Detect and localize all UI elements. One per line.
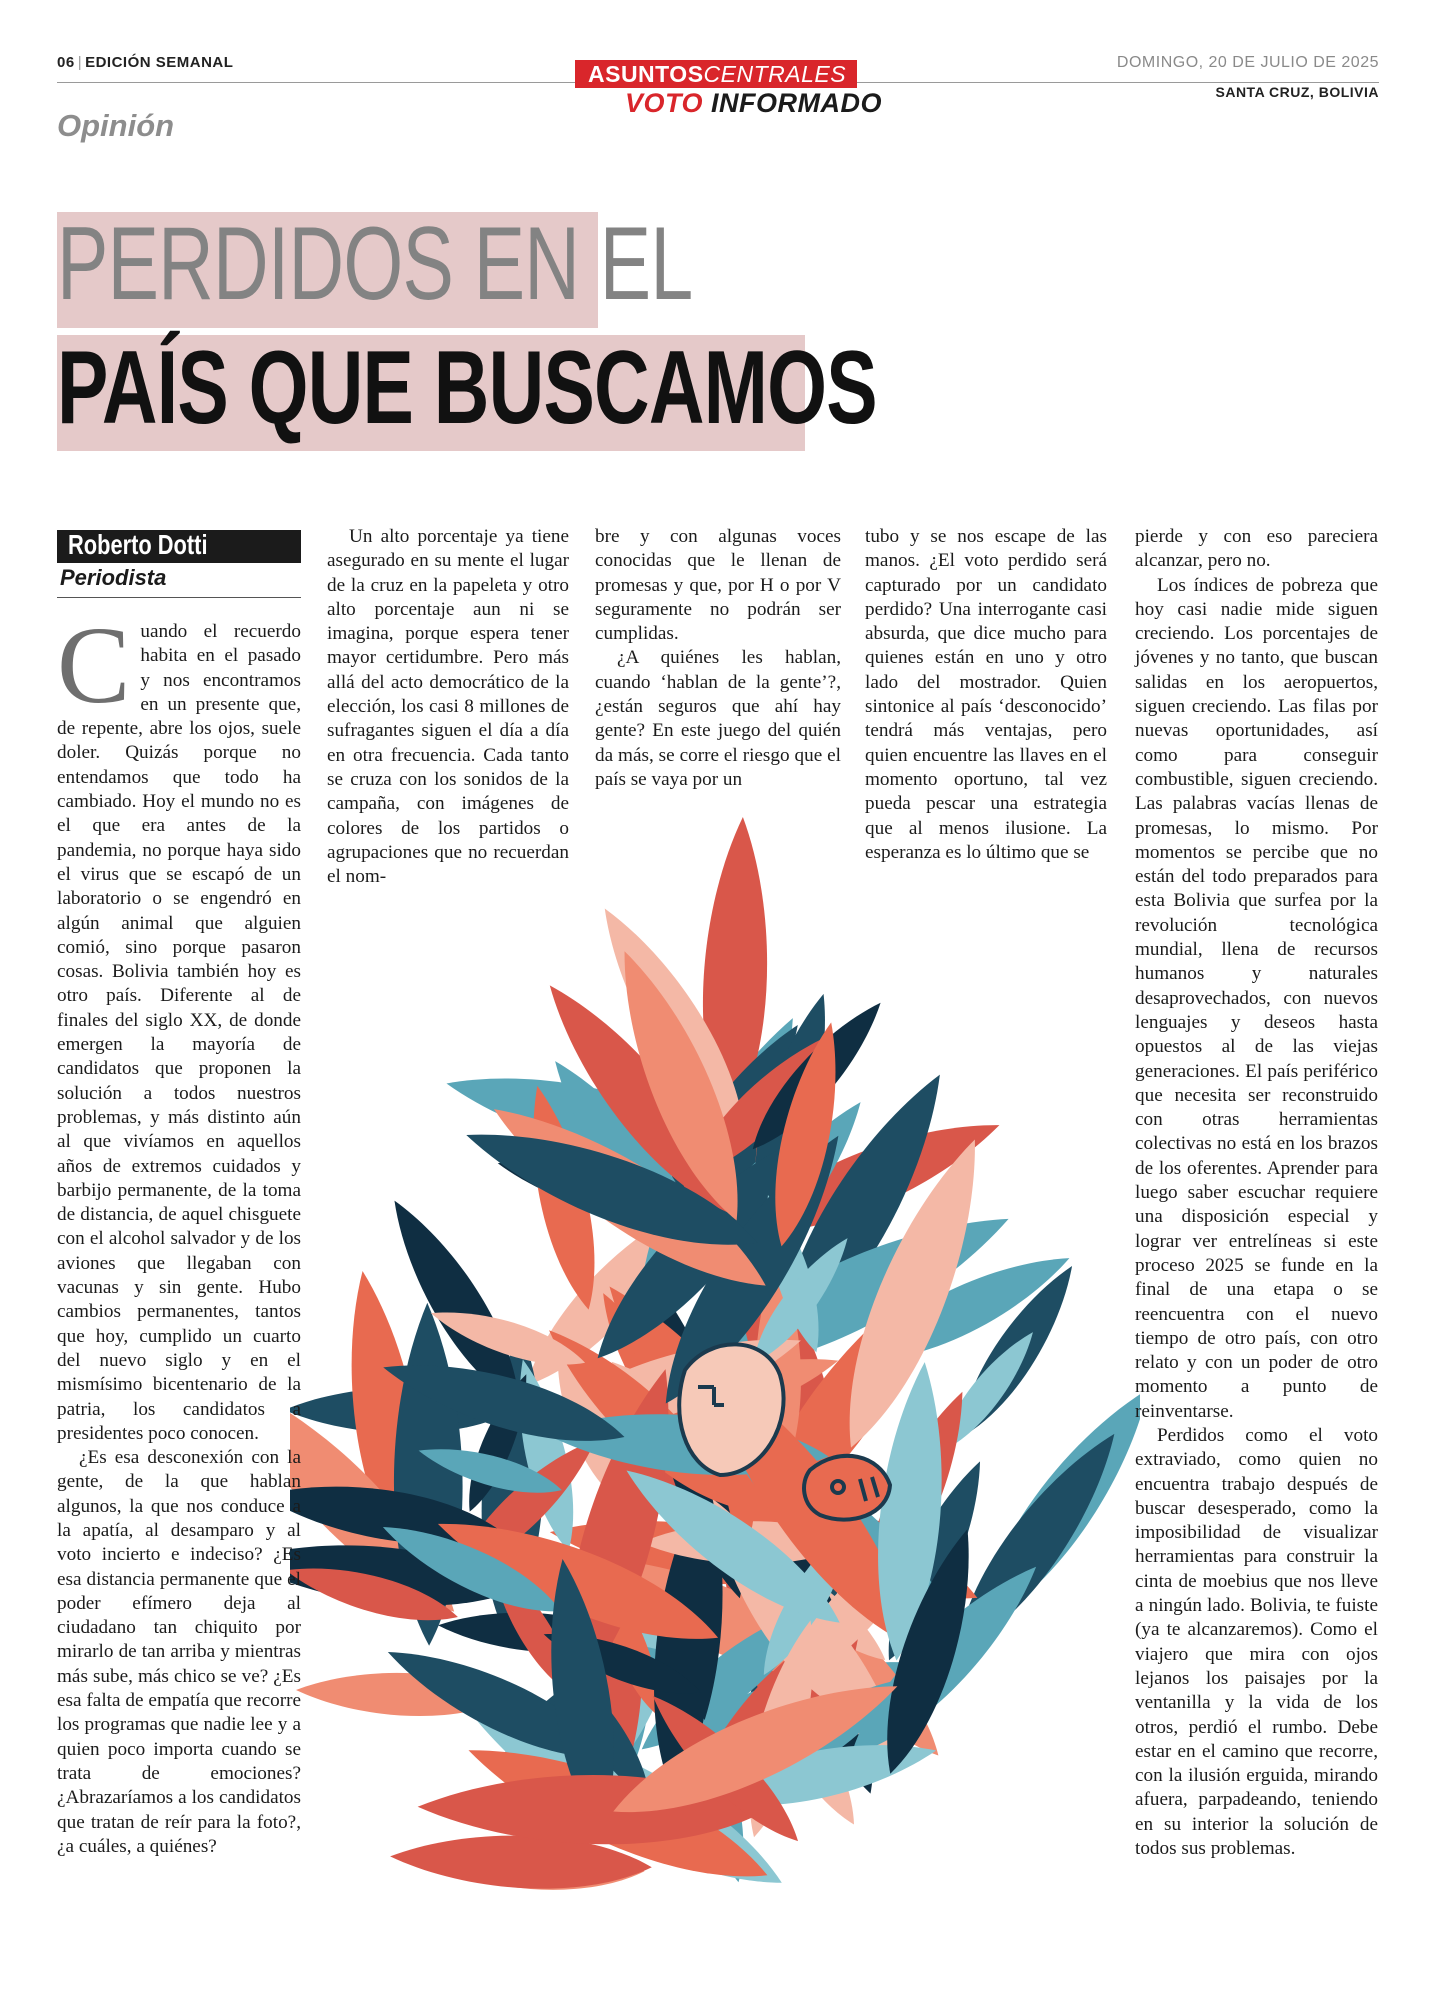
brand-subtitle (625, 88, 882, 119)
folio: 06 | EDICIÓN SEMANAL (57, 54, 234, 71)
paragraph (57, 604, 301, 1446)
section-label: Opinión (57, 108, 175, 143)
brand-sub-red: VOTO (625, 88, 704, 118)
paragraph: Un alto porcentaje ya tiene asegurado en su mente el lugar de la cruz en la papeleta y otro alto porcentaje aun ni se imagina, porque espera tener mayor certidumbre. Pero más allá del acto democrático de la elección, los casi 8 millones de sufragantes siguen el día a día en otra frecuencia. Cada tanto se cruza con los sonidos de la campaña, con imágenes de colores de los partidos o agrupaciones que no recuerdan el nom- (327, 526, 569, 888)
article-column-4 (865, 525, 1107, 865)
brand-bold: ASUNTOS (588, 61, 704, 87)
drop-cap: C (57, 604, 131, 726)
paragraph: ¿A quiénes les hablan, cuando ‘hablan de la gente’?, ¿están seguros que ahí hay gente? En este juego del quién da más, se corre el riesgo que el país se vaya por un (595, 647, 841, 790)
brand-sub-black: INFORMADO (711, 88, 883, 118)
page-number: 06 (57, 54, 75, 71)
byline-rule (57, 597, 301, 598)
paragraph: tubo y se nos escape de las manos. ¿El voto perdido será capturado por un candidato perdido? Una interrogante casi absurda, que dice mucho para quienes están en uno y otro lado del mostrador. Quien sintonice al país ‘desconocido’ tendrá más ventajas, pero quien encuentre las llaves en el momento oportuno, tal vez pueda pescar una estrategia que al menos ilusione. La esperanza es lo último que se (865, 526, 1107, 863)
brand-light: CENTRALES (703, 61, 847, 87)
article-column-3 (595, 525, 841, 792)
paragraph: pierde y con eso pareciera alcanzar, pero no. (1135, 526, 1378, 572)
edition-label: EDICIÓN SEMANAL (85, 54, 234, 71)
author-name: Roberto Dotti (68, 529, 208, 560)
article-column-1 (57, 604, 301, 1859)
article-column-5 (1135, 525, 1378, 1861)
article-column-2 (327, 525, 569, 889)
face-motif-2 (804, 1456, 890, 1520)
leaf-bouquet-illustration (290, 815, 1140, 1980)
paragraph: bre y con algunas voces conocidas que le llenan de promesas y que, por H o por V seguramente no podrán ser cumplidas. (595, 526, 841, 645)
paragraph: Perdidos como el voto extraviado, como quien no encuentra trabajo después de buscar desesperado, como la imposibilidad de visualizar herramientas para construir la cinta de moebius que nos lleve a ningún lado. Bolivia, te fuiste (ya te alcanzaremos). Como el viajero que mira con ojos lejanos los paisajes por la ventanilla y la vida de los otros, perdió el rumbo. Debe estar en el camino que recorre, con la ilusión erguida, mirando afuera, parpadeando, teniendo en su interior la solución de todos sus problemas. (1135, 1424, 1378, 1860)
paragraph: Los índices de pobreza que hoy casi nadie mide siguen creciendo. Los porcentajes de jóvenes y no tanto, que buscan salidas en los aeropuertos, siguen creciendo. Las filas por nuevas oportunidades, así como para conseguir combustible, siguen creciendo. Las palabras vacías llenas de promesas, lo mismo. Por momentos se percibe que no están del todo preparados para esta Bolivia que surfea por la revolución tecnológica mundial, llena de recursos humanos y naturales desaprovechados, con nuevos lenguajes y deseos hasta opuestos al de las viejas generaciones. El país periférico que necesita ser reconstruido con otras herramientas colectivas no está en los brazos de los oferentes. Aprender para luego saber escuchar requiere una disposición especial y lograr ver entrelíneas si este proceso 2025 se funde en la final de una etapa o se reencuentra con el nuevo tiempo de otro país, con otro relato y con un poder de otro momento a punto de reinventarse. (1135, 574, 1378, 1422)
author-role: Periodista (60, 565, 167, 590)
issue-city: SANTA CRUZ, BOLIVIA (1215, 84, 1379, 100)
paragraph-text: uando el recuerdo habita en el pasado y nos encontramos en un presente que, de repente, abre los ojos, suele doler. Quizás porque no entendamos que todo ha cambiado. Hoy el mundo no es el que era antes de la pandemia, no porque haya sido el virus que se escapó de un laboratorio o se engendró en algún animal que alguien comió, sino porque pasaron cosas. Bolivia también hoy es otro país. Diferente al de finales del siglo XX, de donde emergen la mayoría de candidatos que proponen la solución a todos nuestros problemas, y más distinto aún al que vivíamos en aquellos años de extremos cuidados y barbijo permanente, de la toma de distancia, de aquel chisguete con el alcohol salvador y de los aviones que llegaban con vacunas y sin gente. Hubo cambios permanentes, tantos que hoy, cumplido un cuarto del nuevo siglo y en el mismísimo bicentenario de la patria, los candidatos a presidentes poco conocen. (57, 621, 301, 1444)
brand-title (588, 61, 846, 88)
issue-date: DOMINGO, 20 DE JULIO DE 2025 (1116, 54, 1379, 71)
headline-line-2: PAÍS QUE BUSCAMOS (57, 330, 877, 446)
headline-line-1: PERDIDOS EN EL (57, 206, 693, 322)
paragraph: ¿Es esa desconexión con la gente, de la que hablan algunos, la que nos conduce a la apatía, al desamparo y al voto incierto e indeciso? ¿Es esa distancia permanente que el poder efímero deja al ciudadano tan chiquito por mirarlo de tan arriba y mientras más sube, más chico se ve? ¿Es esa falta de empatía que recorre los programas que nadie lee y a quien poco importa cuando se trata de emociones? ¿Abrazaríamos a los candidatos que tratan de reír para la foto?, ¿a cuáles, a quiénes? (57, 1447, 301, 1857)
